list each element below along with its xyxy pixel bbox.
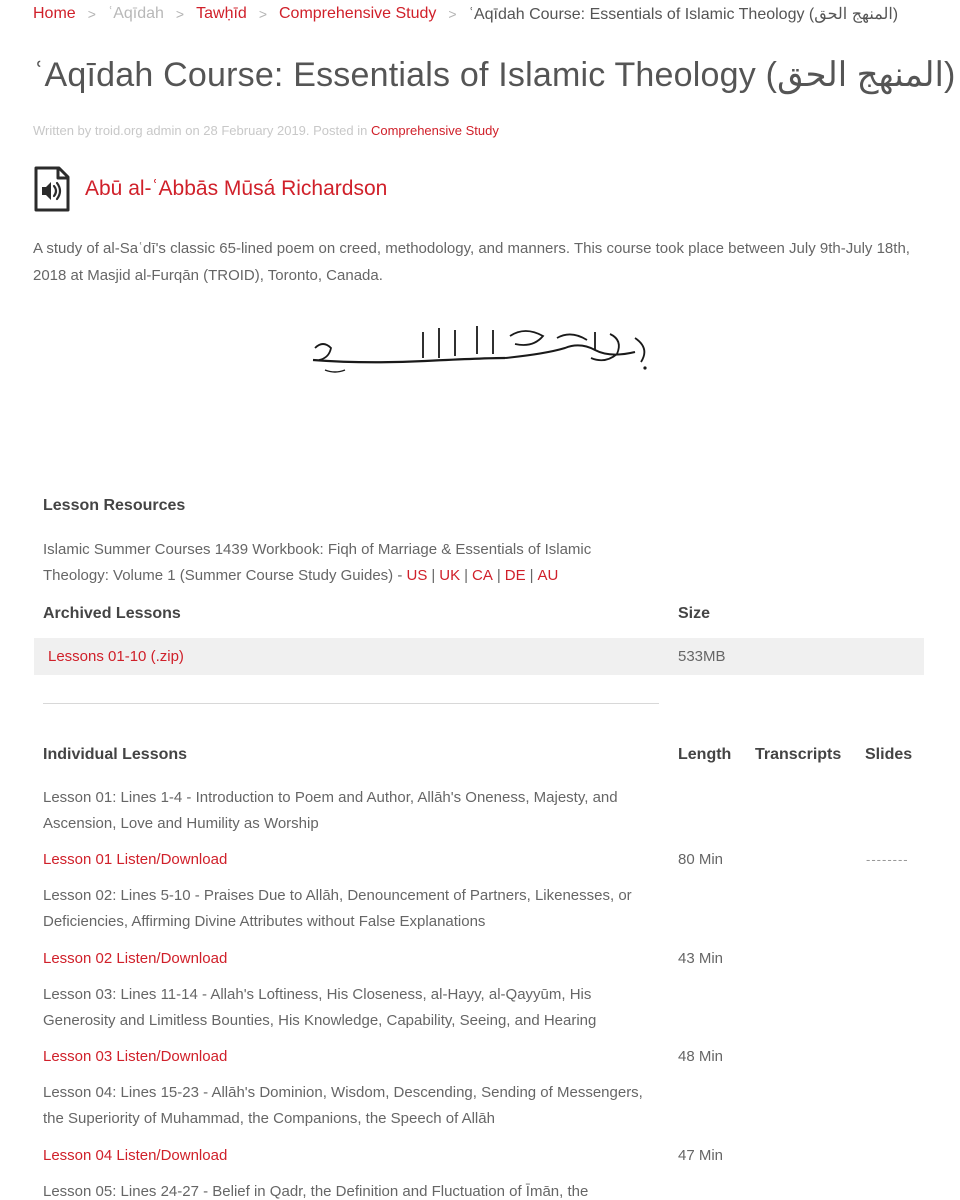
chevron-right-icon: > — [448, 6, 457, 22]
lesson-description: Lesson 05: Lines 24-27 - Belief in Qadr, the Definition and Fluctuation of Īmān, the — [43, 1183, 589, 1200]
lesson-03-download-link[interactable]: Lesson 03 Listen/Download — [43, 1048, 228, 1065]
separator: | — [496, 567, 501, 584]
lesson-slides: -------- — [866, 852, 909, 867]
breadcrumb — [33, 4, 898, 24]
store-link-au[interactable]: AU — [537, 567, 559, 584]
breadcrumb-current: ʿAqīdah Course: Essentials of Islamic Theology (المنهج الحق) — [468, 6, 899, 23]
lesson-description: Lesson 03: Lines 11-14 - Allah's Loftiness, His Closeness, al-Hayy, al-Qayyūm, His Generosity and Limitless Bounties, His Knowledge, Capability, Seeing, and Hearing — [43, 986, 597, 1029]
lesson-04-download-link[interactable]: Lesson 04 Listen/Download — [43, 1147, 228, 1164]
lesson-length: 80 Min — [678, 851, 724, 868]
lesson-02-download-link[interactable]: Lesson 02 Listen/Download — [43, 950, 228, 967]
author-row — [33, 166, 387, 212]
breadcrumb-aqidah[interactable]: ʿAqīdah — [107, 5, 164, 22]
lesson-01-download-link[interactable]: Lesson 01 Listen/Download — [43, 851, 228, 868]
author-link[interactable]: Abū al-ʿAbbās Mūsá Richardson — [85, 177, 388, 200]
breadcrumb-home[interactable]: Home — [33, 5, 76, 22]
separator: | — [431, 567, 436, 584]
table-row — [34, 638, 924, 675]
lesson-length: 48 Min — [678, 1048, 724, 1065]
size-column-heading: Size — [678, 605, 711, 622]
course-description: A study of al-Saʿdī's classic 65-lined poem on creed, methodology, and manners. This course took place between July 9th-July 18th, 2018 at Masjid al-Furqān (TROID), Toronto, Canada. — [33, 240, 910, 284]
divider — [43, 703, 659, 704]
transcripts-column-heading: Transcripts — [755, 746, 842, 763]
lesson-description: Lesson 02: Lines 5-10 - Praises Due to Allāh, Denouncement of Partners, Likenesses, or Deficiencies, Affirming Divine Attributes without False Explanations — [43, 887, 632, 930]
lesson-resources-text — [43, 537, 653, 589]
individual-lessons-heading: Individual Lessons — [43, 746, 188, 763]
separator: | — [464, 567, 468, 584]
separator: | — [529, 567, 534, 584]
chevron-right-icon: > — [175, 6, 185, 22]
archived-lessons-heading: Archived Lessons — [43, 605, 181, 622]
workbook-description: Islamic Summer Courses 1439 Workbook: Fiqh of Marriage & Essentials of Islamic Theology: Volume 1 (Summer Course Study Guides) - — [43, 541, 592, 584]
store-link-ca[interactable]: CA — [472, 567, 493, 584]
lesson-length: 47 Min — [678, 1147, 724, 1164]
store-link-de[interactable]: DE — [504, 567, 526, 584]
chevron-right-icon: > — [258, 6, 267, 22]
slides-column-heading: Slides — [865, 746, 913, 763]
length-column-heading: Length — [678, 746, 732, 763]
page-title: ʿAqīdah Course: Essentials of Islamic Theology (المنهج الحق) — [33, 56, 956, 94]
lesson-description: Lesson 04: Lines 15-23 - Allāh's Dominion, Wisdom, Descending, Sending of Messengers, the Superiority of Muhammad, the Companions, the Speech of Allāh — [43, 1084, 643, 1127]
lesson-length: 43 Min — [678, 950, 724, 967]
post-meta-text: Written by troid.org admin on 28 February 2019. Posted in — [33, 123, 368, 138]
lesson-description: Lesson 01: Lines 1-4 - Introduction to Poem and Author, Allāh's Oneness, Majesty, and Ascension, Love and Humility as Worship — [43, 789, 618, 832]
lesson-resources-heading: Lesson Resources — [43, 497, 186, 514]
store-link-uk[interactable]: UK — [439, 567, 461, 584]
store-link-us[interactable]: US — [406, 567, 428, 584]
audio-file-icon — [33, 166, 71, 212]
archive-size: 533MB — [678, 648, 726, 665]
breadcrumb-comprehensive-study[interactable]: Comprehensive Study — [279, 5, 437, 22]
basmala-calligraphy — [305, 318, 655, 378]
archive-zip-link[interactable]: Lessons 01-10 (.zip) — [48, 648, 184, 665]
post-category-link[interactable]: Comprehensive Study — [370, 123, 499, 138]
breadcrumb-tawhid[interactable]: Tawḥīd — [196, 5, 247, 22]
post-meta — [33, 123, 499, 138]
chevron-right-icon: > — [87, 6, 96, 22]
